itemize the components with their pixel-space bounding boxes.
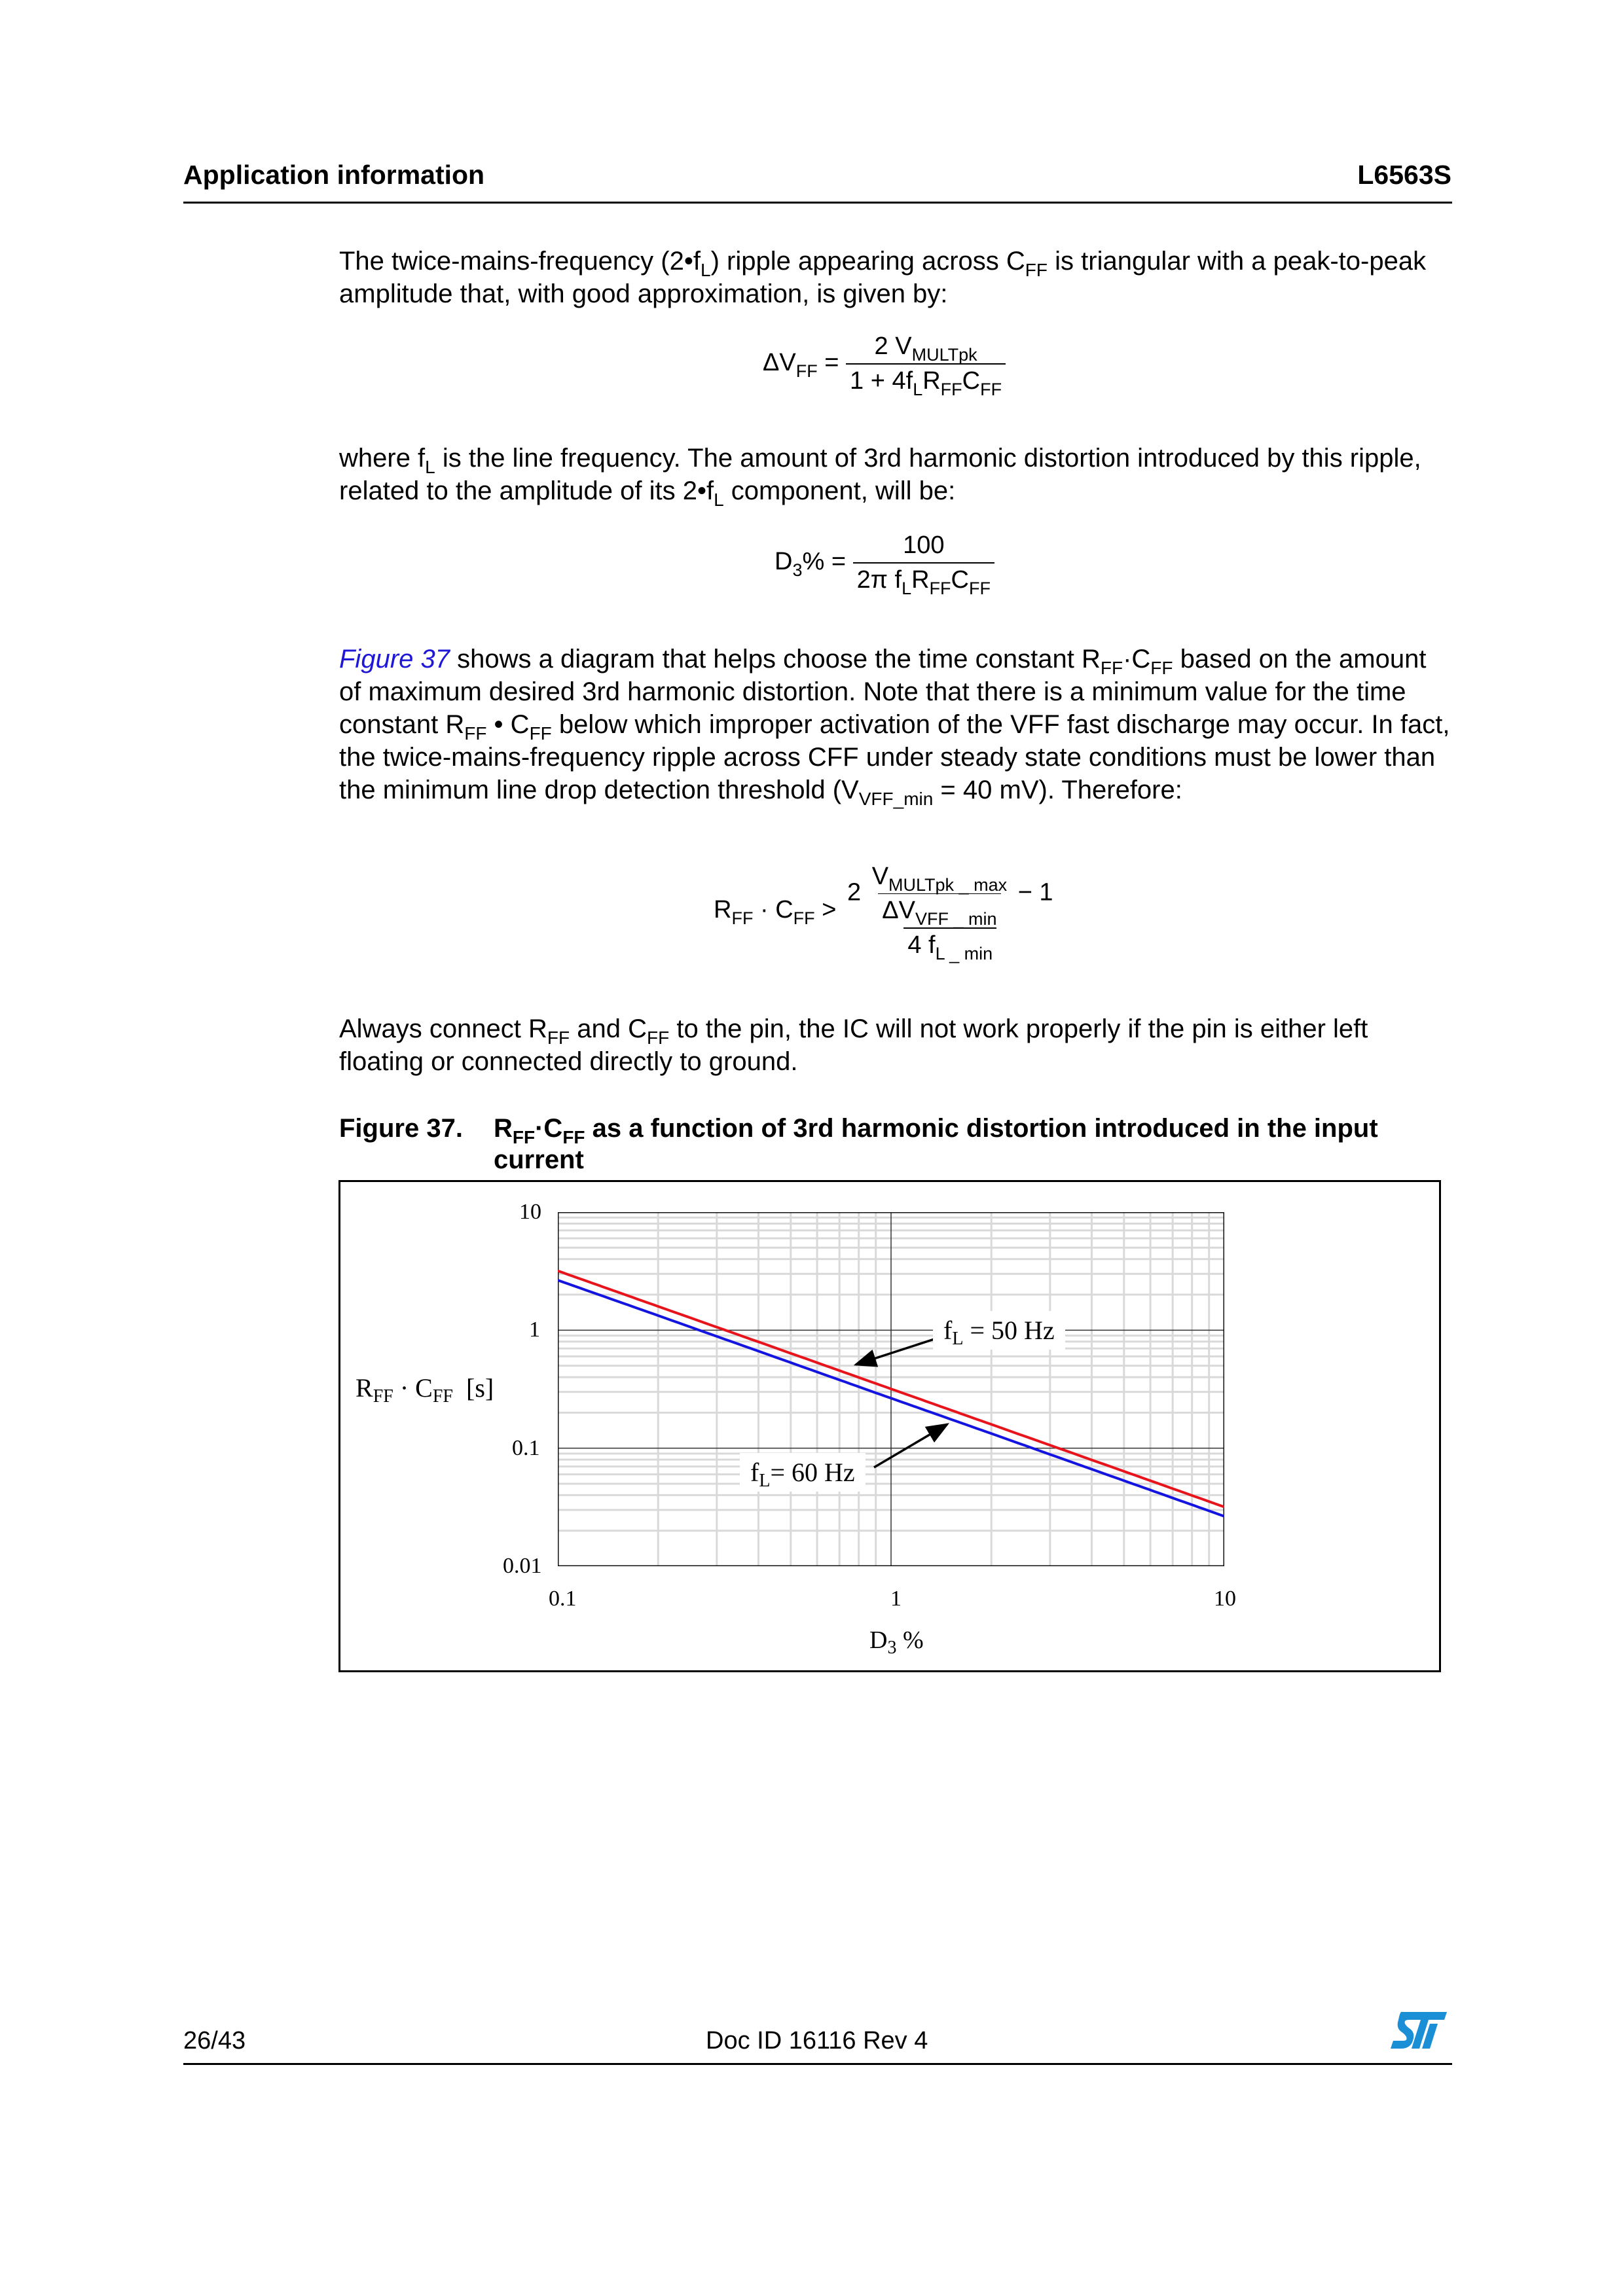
doc-id: Doc ID 16116 Rev 4: [706, 2027, 928, 2054]
text: %: [896, 1626, 924, 1654]
text: is triangular with a peak-to-peak amplitude that, with good approximation, is given by:: [339, 247, 1427, 308]
y-tick-10: 10: [519, 1200, 541, 1224]
arrow-60hz: [874, 1424, 947, 1467]
subscript: FF: [1100, 658, 1123, 678]
footer-rule: [183, 2063, 1452, 2065]
eq-denominator: [846, 363, 1006, 399]
annotation-60hz: [740, 1453, 866, 1492]
eq-inner-fraction: [868, 863, 1011, 929]
text: shows a diagram that helps choose the time constant R: [449, 645, 1101, 673]
text: component, will be:: [723, 476, 956, 505]
text: f: [943, 1316, 953, 1345]
text: 2π f: [856, 566, 902, 594]
eq-inner-numerator: [868, 863, 1011, 893]
eq-lhs: D: [775, 548, 793, 576]
text: V: [871, 863, 889, 890]
subscript: L: [700, 260, 711, 280]
subscript: FF: [432, 1386, 453, 1407]
text: below which improper activation of the VFF fast discharge may occur. In fact, the twice-mains-frequency ripple across CFF under steady state conditions must be lower than the minimum line drop detection threshold (V: [339, 710, 1450, 804]
y-tick-0-1: 0.1: [512, 1436, 540, 1460]
text: as a function of 3rd harmonic distortion introduced in the input current: [494, 1114, 1378, 1174]
subscript: FF: [512, 1127, 536, 1147]
text: R: [911, 566, 930, 594]
subscript: L: [759, 1471, 771, 1491]
text: based on the amount of maximum desired 3rd harmonic distortion. Note that there is a minimum value for the time constant R: [339, 645, 1427, 739]
text: C: [962, 367, 981, 395]
text: • C: [486, 710, 530, 739]
st-logo-icon: [1389, 2011, 1448, 2050]
subscript: FF: [793, 908, 815, 929]
paragraph-connection-note: [339, 1013, 1452, 1078]
part-number: L6563S: [1357, 160, 1451, 190]
figure-number: Figure 37.: [339, 1114, 463, 1143]
subscript: FF: [1150, 658, 1173, 678]
subscript: MULTpk: [911, 345, 977, 365]
text: ΔV: [882, 897, 915, 924]
annotation-arrows: [558, 1212, 1224, 1566]
equation-rff-cff-min: [714, 863, 1057, 963]
subscript: VFF_min: [858, 789, 934, 809]
text: [s]: [453, 1373, 494, 1403]
text: 2 V: [874, 332, 912, 360]
text: R: [494, 1114, 513, 1143]
subscript: MULTpk _ max: [888, 875, 1008, 895]
text: = 50 Hz: [963, 1316, 1055, 1345]
equation-d3: [775, 531, 994, 598]
subscript: FF: [940, 380, 962, 399]
eq-numerator: 100: [903, 531, 945, 559]
subscript: FF: [969, 579, 991, 598]
eq-numerator: [843, 863, 1057, 927]
subscript: FF: [547, 1028, 570, 1048]
subscript: FF: [1025, 260, 1048, 280]
eq-inner-denominator: [878, 893, 1000, 929]
text: · C: [753, 896, 793, 924]
text: R: [356, 1373, 373, 1403]
text: = 40 mV). Therefore:: [933, 776, 1182, 804]
text: − 1: [1011, 878, 1053, 906]
subscript: L: [425, 457, 435, 477]
text: R: [714, 896, 732, 924]
subscript: L: [952, 1329, 964, 1349]
text: f: [750, 1458, 759, 1487]
annotation-50hz: [933, 1311, 1065, 1350]
y-axis-label: [356, 1372, 494, 1407]
page-number: 26/43: [183, 2027, 246, 2054]
x-tick-10: 10: [1214, 1587, 1236, 1611]
text: % =: [802, 548, 853, 576]
subscript: FF: [373, 1386, 393, 1407]
subscript: L: [902, 579, 912, 598]
section-title: Application information: [183, 160, 485, 190]
subscript: L: [913, 380, 923, 399]
eq-lhs: ΔV: [763, 349, 796, 377]
eq-fraction: [853, 531, 994, 598]
eq-denominator: [853, 562, 994, 598]
subscript: 3: [792, 560, 803, 581]
text: where f: [339, 444, 426, 473]
eq-operator: =: [817, 349, 847, 377]
text: R: [922, 367, 941, 395]
eq-operator: >: [814, 896, 843, 924]
header-rule: [183, 202, 1452, 204]
text: ·C: [1123, 645, 1151, 673]
text: 4 f: [907, 931, 936, 959]
text: The twice-mains-frequency (2•f: [339, 247, 701, 276]
text: = 60 Hz: [770, 1458, 855, 1487]
equation-delta-vff: [763, 332, 1006, 399]
subscript: FF: [647, 1028, 670, 1048]
subscript: FF: [562, 1127, 585, 1147]
figure-title: [494, 1113, 1450, 1175]
subscript: FF: [929, 579, 951, 598]
text: ·C: [535, 1114, 563, 1143]
y-tick-1: 1: [529, 1318, 540, 1342]
text: ) ripple appearing across C: [710, 247, 1025, 276]
figure-37-link[interactable]: Figure 37: [339, 645, 450, 673]
subscript: VFF _ min: [915, 909, 997, 929]
subscript: FF: [529, 723, 552, 744]
text: and C: [570, 1014, 647, 1043]
paragraph-ripple: [339, 245, 1452, 310]
x-tick-0-1: 0.1: [549, 1587, 577, 1611]
text: C: [951, 566, 969, 594]
arrow-50hz: [856, 1339, 934, 1365]
subscript: FF: [980, 380, 1002, 399]
paragraph-line-frequency: [339, 442, 1452, 510]
subscript: L _ min: [935, 944, 993, 963]
subscript: 3: [887, 1638, 897, 1658]
eq-fraction: [843, 863, 1057, 963]
eq-denominator: [903, 927, 996, 963]
y-tick-0-01: 0.01: [503, 1554, 542, 1578]
text: Always connect R: [339, 1014, 547, 1043]
eq-numerator: [871, 332, 981, 363]
text: 1 + 4f: [850, 367, 913, 395]
text: is the line frequency. The amount of 3rd harmonic distortion introduced by this ripple, related to the amplitude of its 2•f: [339, 444, 1421, 505]
x-tick-1: 1: [890, 1587, 902, 1611]
subscript: FF: [464, 723, 487, 744]
text: D: [869, 1626, 888, 1654]
subscript: FF: [795, 361, 818, 382]
subscript: L: [714, 490, 724, 510]
text: 2: [847, 878, 862, 906]
eq-fraction: [846, 332, 1006, 399]
x-axis-label: [869, 1626, 924, 1658]
text: · C: [393, 1373, 433, 1403]
paragraph-figure-description: [339, 643, 1452, 809]
text: to the pin, the IC will not work properly if the pin is either left floating or connected directly to ground.: [339, 1014, 1368, 1076]
subscript: FF: [731, 908, 754, 929]
